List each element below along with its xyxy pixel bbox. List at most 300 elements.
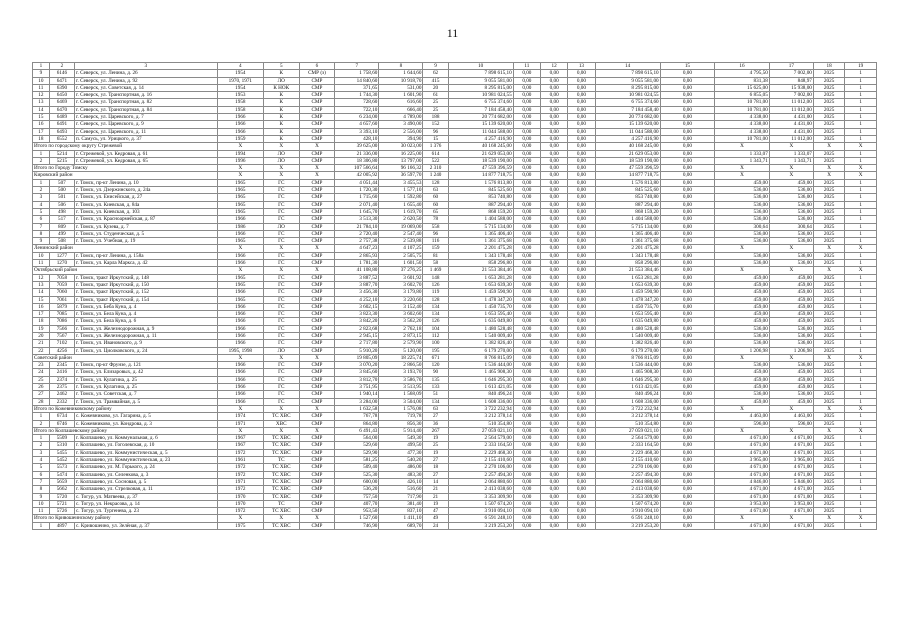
table-cell: 428,10 [335, 135, 379, 142]
table-cell: X [263, 354, 299, 361]
table-cell: 1 577,10 [379, 187, 423, 194]
table-cell: 61 [423, 92, 448, 99]
table-row [33, 121, 877, 128]
table-cell: 757,50 [335, 493, 379, 500]
table-cell: 1 [33, 179, 50, 186]
table-cell: 0,00 [568, 391, 595, 398]
table-cell: 96 [423, 128, 448, 135]
table-cell: 0,00 [513, 267, 540, 274]
table-cell: 134 [423, 398, 448, 405]
table-cell: 4 338,00 [715, 114, 770, 121]
column-number: 8 [379, 63, 423, 70]
table-cell: п. Самусь, ул. Урицкого, д. 37 [74, 135, 217, 142]
table-cell: 0,00 [513, 223, 540, 230]
table-cell: 11 [33, 260, 50, 267]
table-cell: 3 504,00 [379, 398, 423, 405]
table-cell: 14 877 718,75 [448, 172, 513, 179]
table-cell: 5 914,40 [379, 427, 423, 434]
table-cell: X [769, 515, 813, 522]
table-cell: 0,00 [568, 92, 595, 99]
table-cell: 112 [423, 332, 448, 339]
table-cell: 459,00 [769, 179, 813, 186]
table-cell: 21 [423, 493, 448, 500]
table-cell: 188 [423, 114, 448, 121]
subtotal-row [33, 405, 877, 412]
table-cell: 2025 [813, 150, 844, 157]
table-cell: 21 336,00 [335, 150, 379, 157]
table-row [33, 157, 877, 164]
table-cell: 459,00 [769, 384, 813, 391]
table-cell: 8 295 815,00 [595, 84, 660, 91]
table-cell: X [299, 354, 335, 361]
table-cell: 0,00 [513, 92, 540, 99]
table-cell: ГС [263, 325, 299, 332]
table-cell: 0,00 [660, 172, 715, 179]
table-cell: 9 [33, 493, 50, 500]
table-cell: 0,00 [541, 92, 568, 99]
table-cell: X [217, 427, 263, 434]
table-cell: 558 [423, 223, 448, 230]
table-cell: 0,00 [513, 296, 540, 303]
table-cell: 5662 [49, 486, 74, 493]
table-cell: 0,00 [513, 522, 540, 529]
table-cell: СМР [299, 84, 335, 91]
table-cell: 0,00 [660, 143, 715, 150]
table-cell: 0,00 [541, 77, 568, 84]
table-cell: 689,70 [379, 522, 423, 529]
table-cell: СМР [299, 92, 335, 99]
table-cell: 0,00 [568, 187, 595, 194]
table-cell: 0,00 [568, 77, 595, 84]
table-cell: 2 [33, 157, 50, 164]
table-cell: 2 201 475,28 [448, 245, 513, 252]
table-cell: 1 540 009,40 [595, 332, 660, 339]
table-cell: X [769, 405, 813, 412]
table-cell: 27 [423, 457, 448, 464]
table-cell: 6734 [49, 413, 74, 420]
table-cell: 7567 [49, 332, 74, 339]
table-cell: 536,20 [335, 486, 379, 493]
table-cell: г. Томск, ул. Трамвайная, д. 5 [74, 398, 217, 405]
table-cell: 459,00 [769, 318, 813, 325]
table-cell: 536,00 [715, 230, 770, 237]
table-cell: ЛО [263, 347, 299, 354]
table-cell: 0,00 [513, 478, 540, 485]
table-cell: 1 [845, 106, 877, 113]
table-cell: г. Томск, ул. Беба Куна, д. 4 [74, 303, 217, 310]
table-cell: ТС [263, 500, 299, 507]
table-cell: 1 507 674,20 [595, 500, 660, 507]
table-cell: 2 413 038,60 [448, 486, 513, 493]
table-cell: 0,00 [541, 376, 568, 383]
table-cell: 2025 [813, 457, 844, 464]
table-cell: 3 910 094,10 [595, 508, 660, 515]
table-cell: 1 [845, 471, 877, 478]
table-cell: 10 918,70 [379, 77, 423, 84]
table-cell: 1 [845, 216, 877, 223]
table-cell: 1 206,98 [769, 347, 813, 354]
table-cell: 3 212 378,14 [448, 413, 513, 420]
table-cell: X [217, 267, 263, 274]
table-cell: 0,00 [541, 427, 568, 434]
table-cell: 6 234,00 [335, 114, 379, 121]
table-cell: 7085 [49, 311, 74, 318]
table-cell: 1 613 421,05 [595, 384, 660, 391]
table-cell: 1 [845, 223, 877, 230]
table-cell: 27 [33, 391, 50, 398]
table-cell: 0,00 [660, 230, 715, 237]
table-cell: 1 635 049,80 [448, 318, 513, 325]
table-cell: 133 [423, 384, 448, 391]
table-cell: X [845, 267, 877, 274]
table-cell: X [715, 515, 770, 522]
table-cell: 4 [33, 201, 50, 208]
table-cell: X [813, 143, 844, 150]
table-cell: 0,00 [513, 106, 540, 113]
table-cell: 126 [423, 281, 448, 288]
table-cell: 25 [423, 106, 448, 113]
table-cell: ЛО [263, 77, 299, 84]
table-cell: 3 602,15 [335, 303, 379, 310]
table-cell: 868 159,20 [448, 208, 513, 215]
table-cell: 2025 [813, 274, 844, 281]
table-cell: 5 910,20 [335, 347, 379, 354]
table-cell: 0,00 [513, 420, 540, 427]
table-cell: г. Томск, ул. Железнодорожная, д. 11 [74, 332, 217, 339]
table-cell: 25 [33, 376, 50, 383]
table-cell: 104 [423, 325, 448, 332]
table-cell: 4 671,00 [715, 471, 770, 478]
table-cell: 49 [423, 515, 448, 522]
table-cell: 1954 [217, 70, 263, 77]
subtotal-row [33, 267, 877, 274]
table-cell: 8 295 815,00 [448, 84, 513, 91]
table-cell: 30 023,00 [379, 143, 423, 150]
table-cell: 1 465 908,30 [448, 369, 513, 376]
table-cell: 0,00 [541, 318, 568, 325]
table-cell: 1975 [217, 522, 263, 529]
table-cell: К НОК [263, 84, 299, 91]
table-cell: г. Томск, ул. Дзержинского, д. 24а [74, 187, 217, 194]
table-cell: 0,00 [660, 471, 715, 478]
table-cell: 2025 [813, 296, 844, 303]
table-cell: 3 220,60 [379, 296, 423, 303]
table-cell: 853 740,80 [448, 194, 513, 201]
table-cell: 746,90 [335, 522, 379, 529]
table-cell: 0,00 [513, 172, 540, 179]
table-cell: 0,00 [513, 201, 540, 208]
table-cell: 1 450 735,70 [595, 303, 660, 310]
table-cell: 1 [845, 362, 877, 369]
table-cell: 459,00 [769, 274, 813, 281]
table-cell: 1966 [217, 128, 263, 135]
table-cell: 6469 [49, 99, 74, 106]
table-cell: 0,00 [568, 347, 595, 354]
table-cell: 0,00 [568, 362, 595, 369]
table-cell: 9 [33, 238, 50, 245]
table-row [33, 442, 877, 449]
table-cell: X [715, 405, 770, 412]
table-cell: 1 507 674,20 [448, 500, 513, 507]
table-cell: 5455 [49, 449, 74, 456]
table-cell: 1 376 [423, 143, 448, 150]
table-cell: 1 [845, 135, 877, 142]
table-cell: 2345 [49, 362, 74, 369]
table-cell: 120 [423, 362, 448, 369]
table-cell: 0,00 [660, 311, 715, 318]
table-cell: 1 [845, 157, 877, 164]
table-cell: СМР [299, 201, 335, 208]
table-cell: 2025 [813, 384, 844, 391]
table-row [33, 522, 877, 529]
table-cell: 0,00 [541, 471, 568, 478]
table-cell: г. Колпашево, ул. Коммунистическая, д. 23 [74, 457, 217, 464]
table-cell: 0,00 [513, 84, 540, 91]
table-cell: 536,00 [769, 208, 813, 215]
table-cell: 0,00 [568, 522, 595, 529]
table-cell: 5310 [49, 442, 74, 449]
table-cell: 1966 [217, 216, 263, 223]
column-number: 17 [769, 63, 813, 70]
subtotal-label: Итого по Городу Томску [33, 165, 218, 172]
table-cell: 0,00 [660, 522, 715, 529]
table-cell: 8 766 815,09 [595, 354, 660, 361]
table-cell: 2025 [813, 398, 844, 405]
table-cell: 0,00 [541, 413, 568, 420]
table-cell: 13 797,00 [379, 157, 423, 164]
table-cell: 1972 [217, 449, 263, 456]
table-cell: 1966 [217, 114, 263, 121]
table-cell: г. Томск, ул. Карла Маркса, д. 42 [74, 260, 217, 267]
table-cell: 0,00 [541, 442, 568, 449]
table-cell: 0,00 [660, 332, 715, 339]
table-cell: 15 938,00 [769, 84, 813, 91]
table-cell: 1 [845, 84, 877, 91]
table-cell: 3 353 309,90 [595, 493, 660, 500]
table-cell: X [217, 354, 263, 361]
table-cell: 1 [845, 369, 877, 376]
table-cell: 0,00 [568, 274, 595, 281]
table-cell: 809 [49, 223, 74, 230]
table-cell: 3 152,40 [379, 303, 423, 310]
table-cell: X [845, 515, 877, 522]
table-cell: СМР [299, 179, 335, 186]
table-row [33, 252, 877, 259]
subtotal-row [33, 515, 877, 522]
table-cell: 666,40 [379, 106, 423, 113]
table-cell: X [813, 354, 844, 361]
table-cell: г. Северск, ул. Царевского, д. 9 [74, 121, 217, 128]
table-cell: 2 823,68 [335, 325, 379, 332]
table-cell: ТС ХВС [263, 493, 299, 500]
table-cell: ЛО [263, 157, 299, 164]
table-cell: 486,00 [379, 464, 423, 471]
table-cell: г. Томск, пр-кт Ленина, д. 10 [74, 179, 217, 186]
table-cell: СМР [299, 457, 335, 464]
table-cell: 3 722 232,94 [595, 405, 660, 412]
table-cell: 0,00 [541, 500, 568, 507]
table-cell: 0,00 [513, 99, 540, 106]
table-cell: 0,00 [541, 303, 568, 310]
table-cell: 3 722 232,94 [448, 405, 513, 412]
table-cell: 394,90 [379, 135, 423, 142]
table-cell: 27 059 021,10 [448, 427, 513, 434]
table-cell: 1 781,30 [335, 260, 379, 267]
table-cell: 848,97 [769, 77, 813, 84]
table-cell: 0,00 [513, 311, 540, 318]
column-number: 5 [263, 63, 299, 70]
table-cell: СМР [299, 238, 335, 245]
table-cell: 0,00 [568, 435, 595, 442]
table-cell: г. Томск, пр-кт Ленина, д. 158а [74, 252, 217, 259]
table-row [33, 114, 877, 121]
table-row [33, 106, 877, 113]
table-cell: 4897 [49, 522, 74, 529]
table-cell: 0,00 [568, 486, 595, 493]
table-cell: 4 671,00 [769, 486, 813, 493]
table-cell: 536,00 [769, 216, 813, 223]
table-cell: 1 [845, 384, 877, 391]
table-cell: 1 [845, 522, 877, 529]
table-cell: 18 539 190,00 [448, 157, 513, 164]
table-cell: 13 [33, 281, 50, 288]
table-cell: 1 653 281,28 [595, 274, 660, 281]
table-cell: 0,00 [660, 179, 715, 186]
table-cell: 0,00 [513, 340, 540, 347]
table-cell: 1965 [217, 201, 263, 208]
table-cell: 4 338,00 [715, 128, 770, 135]
table-cell: СМР [299, 150, 335, 157]
table-row [33, 325, 877, 332]
column-number: 11 [513, 63, 540, 70]
table-cell: 0,00 [660, 464, 715, 471]
table-cell: 536,00 [769, 201, 813, 208]
table-cell: 1 758,60 [335, 70, 379, 77]
table-cell: 300,64 [769, 223, 813, 230]
table-cell: 564,00 [335, 435, 379, 442]
table-cell: 845 525,60 [448, 187, 513, 194]
table-cell: 1996 [217, 157, 263, 164]
table-cell: 1 653 639,30 [595, 281, 660, 288]
table-cell: ГС [263, 252, 299, 259]
table-cell: 0,00 [541, 106, 568, 113]
table-cell: 7 002,00 [769, 70, 813, 77]
table-cell: 3 179,80 [379, 289, 423, 296]
table-cell: 1 480 528,48 [595, 325, 660, 332]
table-cell: 717,90 [379, 493, 423, 500]
table-cell: 0,00 [541, 391, 568, 398]
table-row [33, 420, 877, 427]
table-cell: X [263, 245, 299, 252]
table-cell: X [715, 143, 770, 150]
table-cell: 1958 [217, 99, 263, 106]
table-row [33, 216, 877, 223]
table-cell: 21 [423, 486, 448, 493]
table-cell: 4 051,44 [335, 179, 379, 186]
table-cell: X [299, 515, 335, 522]
table-cell: 516,60 [379, 486, 423, 493]
table-cell: 2025 [813, 442, 844, 449]
table-cell: 1 619,70 [379, 208, 423, 215]
table-cell: X [715, 165, 770, 172]
table-cell: 1959 [217, 135, 263, 142]
table-cell: 5 120,00 [379, 347, 423, 354]
table-cell: 0,00 [541, 362, 568, 369]
table-cell: 2 071,40 [335, 201, 379, 208]
table-cell: ГС [263, 274, 299, 281]
table-cell: 36 [423, 420, 448, 427]
table-cell: 1966 [217, 325, 263, 332]
table-cell: г. Стрежевой, ул. Кедровая, д. 65 [74, 157, 217, 164]
table-cell: 2025 [813, 522, 844, 529]
table-cell: 499 [49, 230, 74, 237]
table-cell: 0,00 [513, 165, 540, 172]
table-cell: 0,00 [541, 369, 568, 376]
table-cell: 0,00 [541, 325, 568, 332]
table-cell: г. Томск, ул. Бела Куна, д. 6 [74, 318, 217, 325]
table-cell: 4 [33, 457, 50, 464]
table-cell: 0,00 [513, 194, 540, 201]
table-cell: 2025 [813, 420, 844, 427]
table-cell: 13 [33, 99, 50, 106]
table-cell: 20 [33, 332, 50, 339]
table-cell: 536,00 [715, 340, 770, 347]
table-cell: 2462 [49, 391, 74, 398]
table-cell: 1970, 1971 [217, 77, 263, 84]
table-cell: г. Томск, ул. Кулагина, д. 25 [74, 384, 217, 391]
table-cell: 540,20 [379, 457, 423, 464]
table-cell: 0,00 [513, 230, 540, 237]
table-row [33, 194, 877, 201]
table-cell: 2025 [813, 362, 844, 369]
table-cell: X [217, 515, 263, 522]
table-cell: 0,00 [568, 332, 595, 339]
table-cell: 858 296,80 [595, 260, 660, 267]
table-cell: 1 536 444,00 [595, 362, 660, 369]
table-cell: 128 [423, 296, 448, 303]
table-cell: 0,00 [660, 457, 715, 464]
table-cell: X [769, 245, 813, 252]
table-cell: 2025 [813, 238, 844, 245]
table-cell: 767,78 [335, 413, 379, 420]
table-row [33, 457, 877, 464]
table-row [33, 478, 877, 485]
table-cell: 459,00 [715, 179, 770, 186]
table-row [33, 70, 877, 77]
table-cell: 3 751,95 [335, 384, 379, 391]
table-cell: 0,00 [541, 296, 568, 303]
table-cell: 11 044 588,00 [595, 128, 660, 135]
table-cell: 1 240 [423, 172, 448, 179]
table-cell: 1 [845, 92, 877, 99]
table-cell: 6493 [49, 128, 74, 135]
table-cell: 1 635 049,80 [595, 318, 660, 325]
table-cell: 10 981 024,55 [595, 92, 660, 99]
table-cell: 6470 [49, 106, 74, 113]
table-cell: 1 361 375,68 [595, 238, 660, 245]
table-cell: 1 459 590,90 [595, 289, 660, 296]
table-cell: 0,00 [513, 325, 540, 332]
table-cell: 1 715,60 [335, 194, 379, 201]
table-cell: 0,00 [541, 347, 568, 354]
table-cell: 1 333,07 [715, 150, 770, 157]
table-cell: 6450 [49, 92, 74, 99]
column-number: 18 [813, 63, 844, 70]
table-cell: 0,00 [541, 99, 568, 106]
table-cell: г. Томск, ул. Кузева, д. 7 [74, 223, 217, 230]
table-cell: 1 [845, 114, 877, 121]
table-cell: 0,00 [541, 238, 568, 245]
